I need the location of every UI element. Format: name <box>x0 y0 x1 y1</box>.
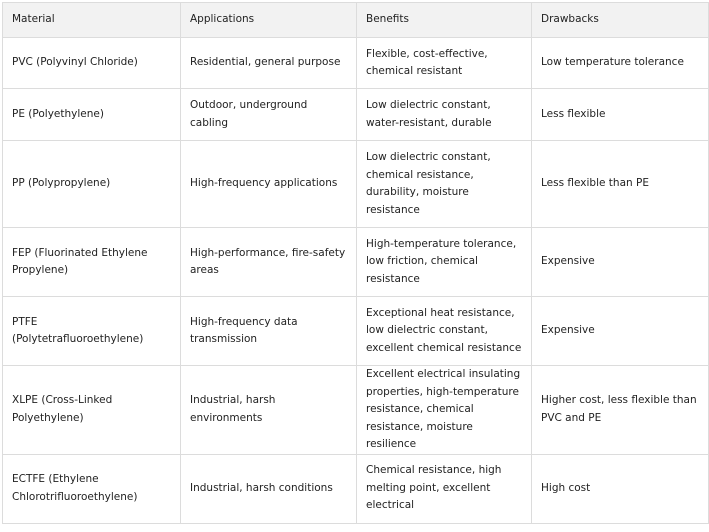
cell-drawbacks: Expensive <box>532 297 709 366</box>
header-drawbacks: Drawbacks <box>532 3 709 38</box>
cell-applications: High-frequency data transmission <box>181 297 357 366</box>
cell-applications: High-performance, fire-safety areas <box>181 228 357 297</box>
cell-benefits: Exceptional heat resistance, low dielectric constant, excellent chemical resistance <box>357 297 532 366</box>
cell-drawbacks: Higher cost, less flexible than PVC and PE <box>532 366 709 455</box>
cell-benefits: High-temperature tolerance, low friction, chemical resistance <box>357 228 532 297</box>
table-row <box>3 38 709 89</box>
cell-applications: Residential, general purpose <box>181 38 357 89</box>
cell-benefits: Low dielectric constant, water-resistant, durable <box>357 89 532 141</box>
table-row <box>3 228 709 297</box>
table-header-row <box>3 3 709 38</box>
cell-material: PP (Polypropylene) <box>3 141 181 228</box>
cell-benefits: Chemical resistance, high melting point, excellent electrical <box>357 454 532 523</box>
cell-material: PTFE (Polytetrafluoroethylene) <box>3 297 181 366</box>
cell-benefits: Excellent electrical insulating properties, high-temperature resistance, chemical resistance, moisture resilience <box>357 366 532 455</box>
cell-applications: High-frequency applications <box>181 141 357 228</box>
cell-material: ECTFE (Ethylene Chlorotrifluoroethylene) <box>3 454 181 523</box>
table-row <box>3 366 709 455</box>
cell-material: XLPE (Cross-Linked Polyethylene) <box>3 366 181 455</box>
cell-drawbacks: Less flexible than PE <box>532 141 709 228</box>
cell-material: PVC (Polyvinyl Chloride) <box>3 38 181 89</box>
cell-applications: Outdoor, underground cabling <box>181 89 357 141</box>
header-material: Material <box>3 3 181 38</box>
cell-drawbacks: Expensive <box>532 228 709 297</box>
header-applications: Applications <box>181 3 357 38</box>
table-row <box>3 454 709 523</box>
cell-drawbacks: Less flexible <box>532 89 709 141</box>
table-row <box>3 89 709 141</box>
materials-table <box>2 2 709 524</box>
cell-material: FEP (Fluorinated Ethylene Propylene) <box>3 228 181 297</box>
table-row <box>3 141 709 228</box>
cell-applications: Industrial, harsh environments <box>181 366 357 455</box>
cell-material: PE (Polyethylene) <box>3 89 181 141</box>
cell-applications: Industrial, harsh conditions <box>181 454 357 523</box>
cell-drawbacks: Low temperature tolerance <box>532 38 709 89</box>
cell-benefits: Flexible, cost-effective, chemical resistant <box>357 38 532 89</box>
cell-benefits: Low dielectric constant, chemical resistance, durability, moisture resistance <box>357 141 532 228</box>
cell-drawbacks: High cost <box>532 454 709 523</box>
table-row <box>3 297 709 366</box>
header-benefits: Benefits <box>357 3 532 38</box>
